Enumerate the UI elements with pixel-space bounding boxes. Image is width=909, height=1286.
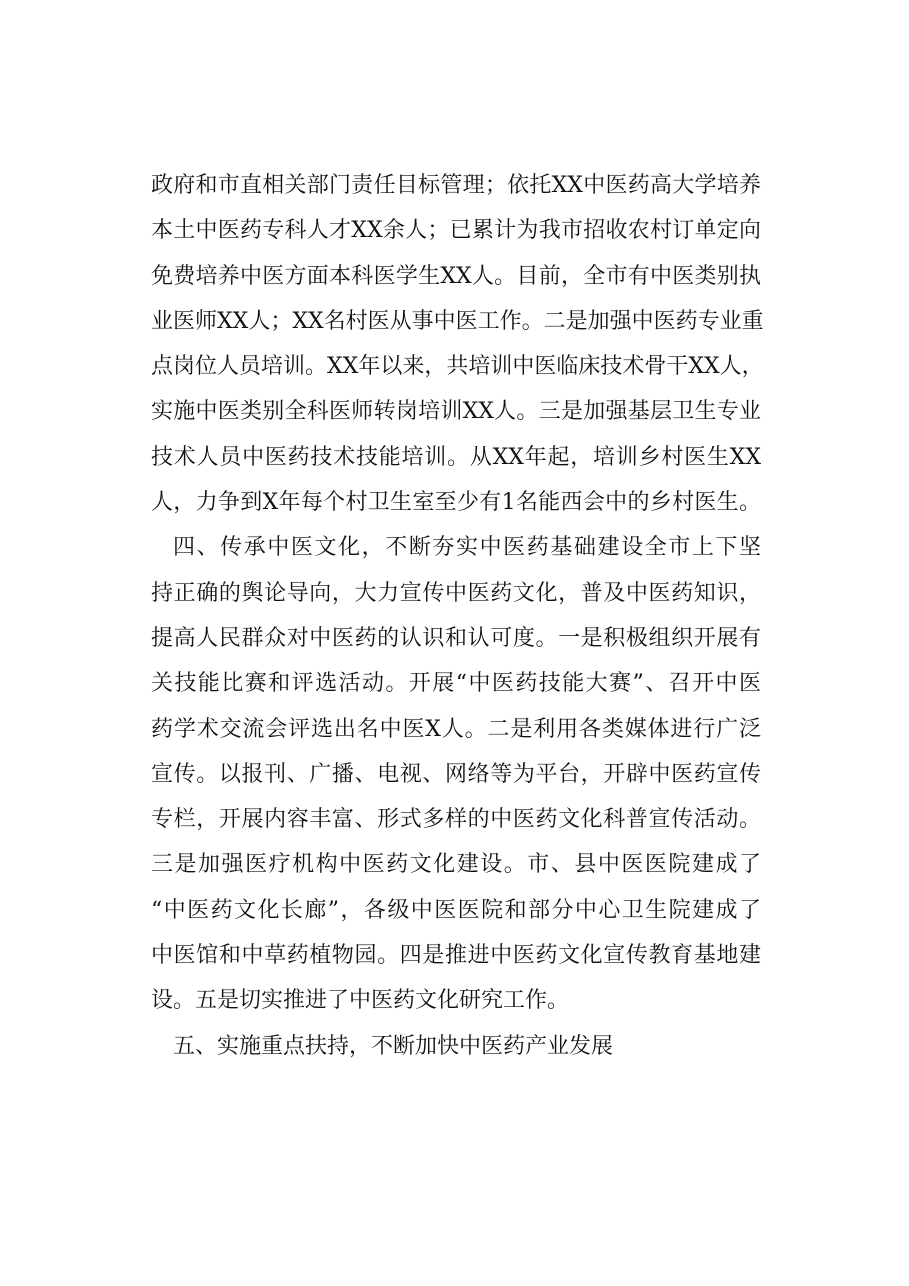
text-line: 实施中医类别全科医师转岗培训XX人。三是加强基层卫生专业 [151,399,761,425]
text-line: 人，力争到X年每个村卫生室至少有1名能西会中的乡村医生。 [151,490,761,516]
text-line: 业医师XX人；XX名村医从事中医工作。二是加强中医药专业重 [151,308,764,334]
text-line: 关技能比赛和评选活动。开展“中医药技能大赛”、召开中医 [151,671,761,697]
text-line: 本土中医药专科人才XX余人；已累计为我市招收农村订单定向 [151,218,761,244]
paragraph-1 [151,163,764,525]
text-line: 点岗位人员培训。XX年以来，共培训中医临床技术骨干XX人， [151,354,764,380]
text-line: “中医药文化长廊”，各级中医医院和部分中心卫生院建成了 [151,897,761,923]
text-line: 专栏，开展内容丰富、形式多样的中医药文化科普宣传活动。 [151,807,761,833]
text-line: 四、传承中医文化，不断夯实中医药基础建设全市上下坚 [173,535,761,561]
section-heading: 五、实施重点扶持，不断加快中医药产业发展 [173,1033,614,1059]
text-line: 宣传。以报刊、广播、电视、网络等为平台，开辟中医药宣传 [151,761,761,787]
text-line: 政府和市直相关部门责任目标管理；依托XX中医药高大学培养 [151,173,761,198]
paragraph-3 [151,1024,761,1069]
text-line: 持正确的舆论导向，大力宣传中医药文化，普及中医药知识， [151,580,761,606]
text-line: 技术人员中医药技术技能培训。从XX年起，培训乡村医生XX [151,444,761,470]
document-body [151,163,764,1069]
text-line: 设。五是切实推进了中医药文化研究工作。 [151,988,570,1014]
text-line: 药学术交流会评选出名中医X人。二是利用各类媒体进行广泛 [151,716,761,742]
text-line: 提高人民群众对中医药的认识和认可度。一是积极组织开展有 [151,625,761,651]
paragraph-2 [151,525,761,1023]
text-line: 免费培养中医方面本科医学生XX人。目前，全市有中医类别执 [151,263,761,289]
text-line: 三是加强医疗机构中医药文化建设。市、县中医医院建成了 [151,852,761,878]
text-line: 中医馆和中草药植物园。四是推进中医药文化宣传教育基地建 [151,943,761,969]
